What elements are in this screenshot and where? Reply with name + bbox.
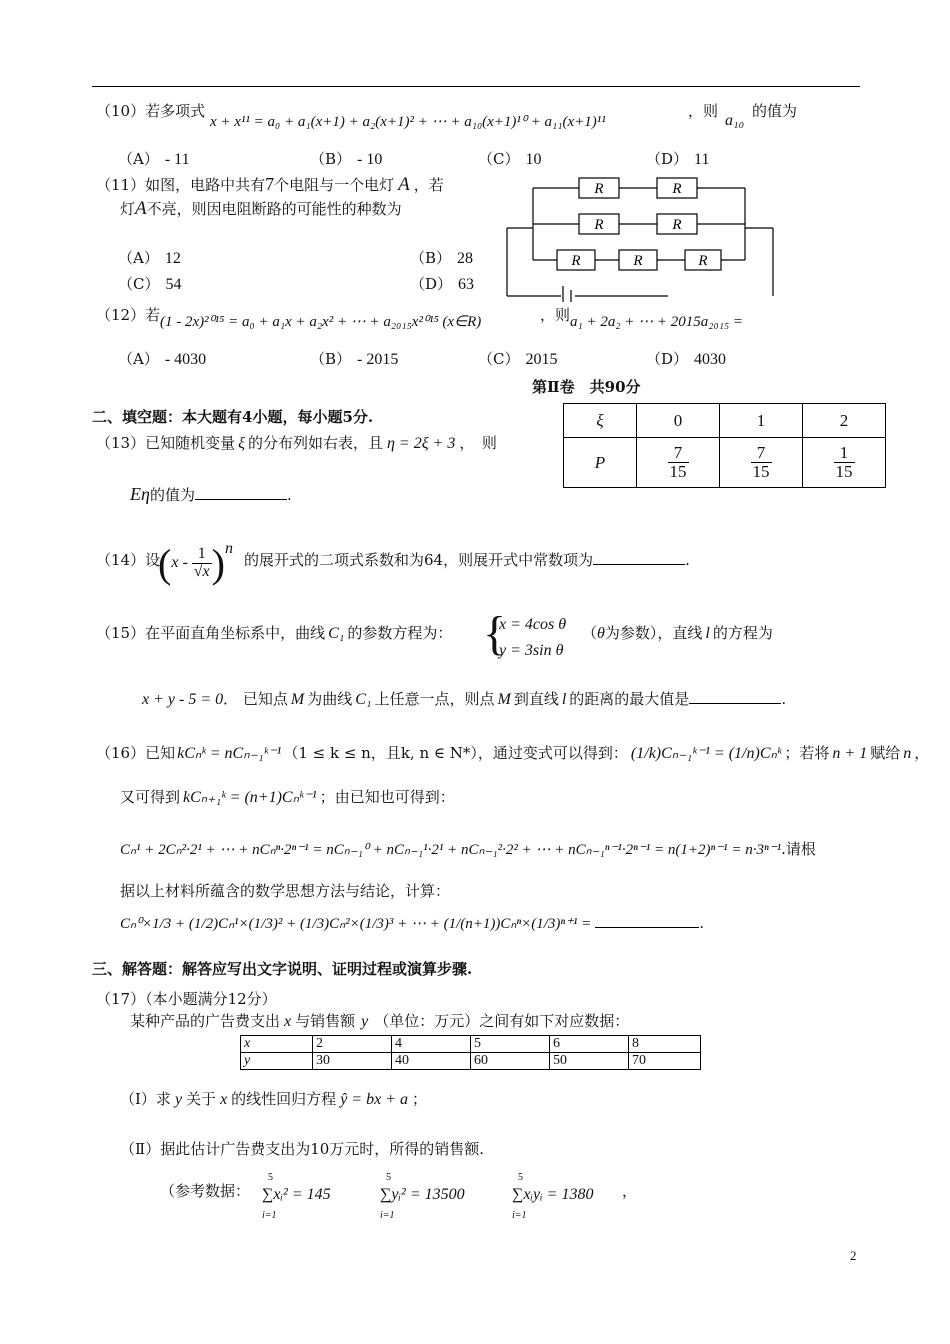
q12-target: a₁ + 2a₂ + ⋯ + 2015a₂₀₁₅ = — [570, 314, 744, 330]
part-two-heading: 第Ⅱ卷 共90分 — [532, 378, 641, 396]
q14-text: 的展开式的二项式系数和为64，则展开式中常数项为 . — [244, 551, 690, 569]
q11-option-d: （D） 63 — [410, 275, 475, 293]
page-number: 2 — [850, 1248, 857, 1263]
q11-option-b: （B） 28 — [410, 249, 474, 267]
resistor-label: R — [633, 253, 643, 269]
reg-y-label: y — [241, 1053, 313, 1070]
reg-x-cell: 5 — [471, 1036, 550, 1053]
q17-part2: （Ⅱ）据此估计广告费支出为10万元时，所得的销售额. — [120, 1140, 485, 1158]
reg-y-cell: 50 — [550, 1053, 629, 1070]
q12-formula: (1 - 2x)²⁰¹⁵ = a₀ + a₁x + a₂x² + ⋯ + a₂₀₁₅x²⁰¹⁵ (x∈R) — [160, 314, 482, 330]
q12-option-d: （D） 4030 — [646, 350, 727, 368]
q13-answer-blank[interactable] — [195, 499, 287, 500]
reg-y-cell: 30 — [313, 1053, 392, 1070]
q16-line5: Cₙ⁰×1/3 + (1/2)Cₙ¹×(1/3)² + (1/3)Cₙ²×(1/3)³ + ⋯ + (1/(n+1))Cₙⁿ×(1/3)ⁿ⁺¹ = . — [120, 914, 705, 932]
q11-line2: 灯A不亮，则因电阻断路的可能性的种数为 — [120, 198, 402, 219]
q17-intro: 某种产品的广告费支出 x 与销售额 y （单位：万元）之间有如下对应数据： — [130, 1012, 630, 1030]
q16-answer-blank[interactable] — [595, 927, 699, 928]
q10-option-a: （A） - 11 — [118, 150, 190, 168]
q10-option-c: （C） 10 — [478, 150, 542, 168]
q13-ask: Eη的值为 . — [130, 484, 292, 504]
q16-line3: Cₙ¹ + 2Cₙ²·2¹ + ⋯ + nCₙⁿ·2ⁿ⁻¹ = nCₙ₋₁⁰ + nCₙ₋₁¹·2¹ + nCₙ₋₁²·2² + ⋯ + nCₙ₋₁ⁿ⁻¹·2ⁿ⁻¹ = n(1+2)ⁿ⁻¹ = n·3ⁿ⁻¹.请根 — [120, 840, 816, 858]
q15-line1: （15）在平面直角坐标系中，曲线 C₁ 的参数方程为： — [96, 624, 453, 642]
q12-option-a: （A） - 4030 — [118, 350, 207, 368]
q15-line1-tail: （θ为参数），直线 l 的方程为 — [582, 624, 773, 642]
q17-reference-end: ， — [622, 1182, 638, 1200]
dist-header-cell: 2 — [803, 404, 886, 438]
resistor-label: R — [672, 181, 682, 197]
section-solve-heading: 三、解答题：解答应写出文字说明、证明过程或演算步骤. — [92, 960, 473, 978]
q10-formula: x + x¹¹ = a₀ + a₁(x+1) + a₂(x+1)² + ⋯ + a₁₀(x+1)¹⁰ + a₁₁(x+1)¹¹ — [210, 114, 606, 130]
dist-prob-cell: $\frac{7}{15}$ — [637, 438, 720, 488]
reg-x-cell: 4 — [392, 1036, 471, 1053]
q17-reference-label: （参考数据： — [160, 1182, 251, 1200]
reg-y-cell: 70 — [629, 1053, 701, 1070]
dist-header-xi: ξ — [564, 404, 637, 438]
reg-x-label: x — [241, 1036, 313, 1053]
q10-stem: （10）若多项式 — [96, 102, 206, 120]
q10-tail2: 的值为 — [752, 102, 798, 120]
q16-line1: （16）已知 kCₙᵏ = nCₙ₋₁ᵏ⁻¹ （1 ≤ k ≤ n，且k, n ∈ N*），通过变式可以得到： (1/k)Cₙ₋₁ᵏ⁻¹ = (1/n)Cₙᵏ ；若将 n + 1 赋给 n ， — [96, 744, 930, 762]
reg-x-cell: 2 — [313, 1036, 392, 1053]
reg-y-cell: 40 — [392, 1053, 471, 1070]
reg-y-cell: 60 — [471, 1053, 550, 1070]
section-fill-blank-heading: 二、填空题：本大题有4小题，每小题5分. — [92, 408, 374, 426]
resistor-label: R — [698, 253, 708, 269]
q15-line2: x + y - 5 = 0． 已知点 M 为曲线 C₁ 上任意一点，则点 M 到直线 l 的距离的最大值是 . — [142, 690, 787, 708]
dist-prob-cell: $\frac{7}{15}$ — [720, 438, 803, 488]
resistor-label: R — [672, 217, 682, 233]
q10-tail: ，则 — [688, 102, 719, 120]
q11-line1: （11）如图，电路中共有7个电阻与一个电灯 A ，若 — [96, 174, 444, 195]
q11-option-a: （A） 12 — [118, 249, 181, 267]
q13-line: （13）已知随机变量 ξ 的分布列如右表，且 η = 2ξ + 3 ， 则 — [96, 434, 497, 452]
q16-line2: 又可得到 kCₙ₊₁ᵏ = (n+1)Cₙᵏ⁻¹ ；由已知也可得到： — [120, 788, 455, 806]
header-rule — [92, 86, 860, 87]
resistor-label: R — [594, 217, 604, 233]
q14-answer-blank[interactable] — [593, 564, 685, 565]
reg-x-cell: 6 — [550, 1036, 629, 1053]
q10-option-d: （D） 11 — [646, 150, 710, 168]
circuit-diagram — [505, 168, 775, 303]
q12-option-b: （B） - 2015 — [310, 350, 399, 368]
q12-tail: ，则 — [540, 306, 571, 324]
resistor-label: R — [594, 181, 604, 197]
q15-answer-blank[interactable] — [689, 703, 781, 704]
q10-target: a₁₀ — [725, 112, 745, 129]
resistor-label: R — [571, 253, 581, 269]
q16-line4: 据以上材料所蕴含的数学思想方法与结论，计算： — [120, 882, 451, 900]
q11-option-c: （C） 54 — [118, 275, 182, 293]
reg-x-cell: 8 — [629, 1036, 701, 1053]
q14-binomial: (x - $\frac{1}{√x}$ )$^n$ — [158, 540, 233, 586]
q10-option-b: （B） - 10 — [310, 150, 383, 168]
dist-header-cell: 1 — [720, 404, 803, 438]
q17-heading: （17）（本小题满分12分） — [96, 990, 277, 1008]
q17-part1: （Ⅰ）求 y 关于 x 的线性回归方程 ŷ = bx + a ； — [120, 1090, 427, 1108]
dist-prob-cell: $\frac{1}{15}$ — [803, 438, 886, 488]
distribution-table — [563, 403, 886, 488]
dist-row-label: P — [564, 438, 637, 488]
q12-option-c: （C） 2015 — [478, 350, 558, 368]
q12-stem: （12）若 — [96, 306, 161, 324]
q14-label: （14）设 — [96, 551, 161, 569]
dist-header-cell: 0 — [637, 404, 720, 438]
regression-data-table — [240, 1035, 701, 1070]
